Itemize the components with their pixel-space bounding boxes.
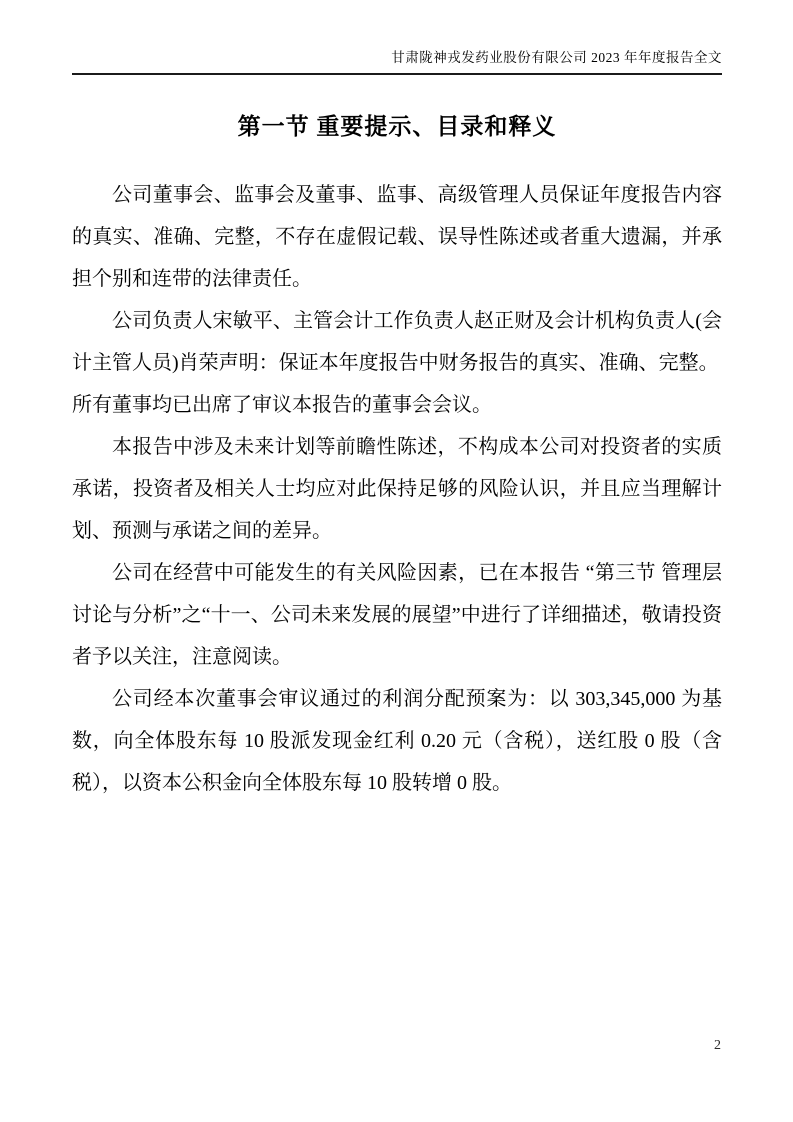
paragraph-directors-attendance: 所有董事均已出席了审议本报告的董事会会议。 (72, 394, 492, 416)
paragraph-risk-factors: 公司在经营中可能发生的有关风险因素，已在本报告 “第三节 管理层讨论与分析”之“十一、公司未来发展的展望”中进行了详细描述，敬请投资者予以关注，注意阅读。 (72, 562, 722, 668)
page-header (72, 50, 722, 75)
paragraph-forward-looking: 本报告中涉及未来计划等前瞻性陈述，不构成本公司对投资者的实质承诺，投资者及相关人士均应对此保持足够的风险认识，并且应当理解计划、预测与承诺之间的差异。 (72, 436, 722, 542)
paragraph-board-guarantee: 公司董事会、监事会及董事、监事、高级管理人员保证年度报告内容的真实、准确、完整，不存在虚假记载、误导性陈述或者重大遗漏，并承担个别和连带的法律责任。 (72, 184, 722, 290)
paragraph-responsible-persons: 公司负责人宋敏平、主管会计工作负责人赵正财及会计机构负责人(会计主管人员)肖荣声明：保证本年度报告中财务报告的真实、准确、完整。 (72, 310, 722, 374)
section-title: 第一节 重要提示、目录和释义 (237, 114, 557, 139)
report-body (72, 174, 722, 804)
page-header-text: 甘肃陇神戎发药业股份有限公司 2023 年年度报告全文 (391, 50, 722, 65)
page-number: 2 (714, 1038, 721, 1053)
paragraph-profit-distribution: 公司经本次董事会审议通过的利润分配预案为：以 303,345,000 为基数，向全体股东每 10 股派发现金红利 0.20 元（含税），送红股 0 股（含税），以资本公积金向全体股东每 10 股转增 0 股。 (72, 688, 722, 794)
